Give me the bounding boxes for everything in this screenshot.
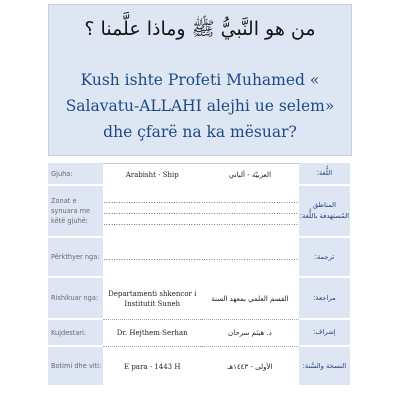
- table-row: [48, 320, 350, 347]
- row-value-sq: Dr. Hejthem Serhan: [103, 320, 201, 347]
- row-value-ar: القسم العلمي بمعهد السنة: [201, 278, 299, 320]
- row-value-ar-blank: [201, 186, 299, 238]
- table-row: [48, 278, 350, 320]
- row-label-sq: Rishikuar nga:: [48, 278, 103, 320]
- row-value-sq: E para - 1443 H: [123, 363, 181, 371]
- row-value-ar-blank: [201, 238, 299, 278]
- blank-line: …………………………………: [201, 196, 299, 205]
- row-label-sq: Gjuha:: [48, 163, 103, 186]
- row-value-sq: Departamenti shkencor i Institutit Suneh: [103, 278, 201, 320]
- row-value-sq: Arabisht - Ship: [103, 163, 201, 186]
- row-value-ar: د. هيثم سرحان: [201, 320, 299, 347]
- table-row: [48, 186, 350, 238]
- blank-line: …………………………………: [103, 196, 201, 205]
- row-value-ar: العربيّة - ألباني: [201, 163, 299, 186]
- row-label-ar: النسخة والسَّنة:: [299, 347, 350, 387]
- blank-line: …………………………………: [103, 207, 201, 216]
- row-label-sq: Zonat e synuara me këtë gjuhë:: [48, 186, 103, 238]
- row-label-ar: ترجمة:: [299, 238, 350, 278]
- blank-line: …………………………………: [201, 207, 299, 216]
- blank-line: …………………………………: [201, 218, 299, 227]
- info-table: [48, 163, 350, 387]
- row-value-sq-blank: [103, 186, 201, 238]
- row-label-sq: Përkthyer nga:: [48, 238, 103, 278]
- blank-line: …………………………………: [103, 218, 201, 227]
- table-row: [48, 163, 350, 186]
- row-label-ar: اللُّغة:: [299, 163, 350, 186]
- table-row: [48, 238, 350, 278]
- table-row: [48, 347, 350, 387]
- arabic-title: من هو النَّبيُّ ﷺ وماذا علَّمنا ؟: [84, 18, 316, 40]
- row-label-ar: إشراف:: [299, 320, 350, 347]
- row-label-ar: المناطق المُستهدفة باللُّغة:: [299, 186, 350, 238]
- albanian-title: Kush ishte Profeti Muhamed « Salavatu-ALLAHI alejhi ue selem» dhe çfarë na ka mësuar?: [65, 71, 335, 141]
- blank-line: …………………………………: [103, 253, 201, 262]
- row-label-ar: مراجعة:: [299, 278, 350, 320]
- title-box: [48, 4, 352, 156]
- row-label-sq: Kujdestari:: [48, 320, 103, 347]
- blank-line: …………………………………: [201, 253, 299, 262]
- row-label-sq: Botimi dhe viti:: [48, 347, 103, 387]
- row-value-ar: الأولى - ١٤٤٣هـ: [227, 363, 273, 371]
- row-value-sq-blank: [103, 238, 201, 278]
